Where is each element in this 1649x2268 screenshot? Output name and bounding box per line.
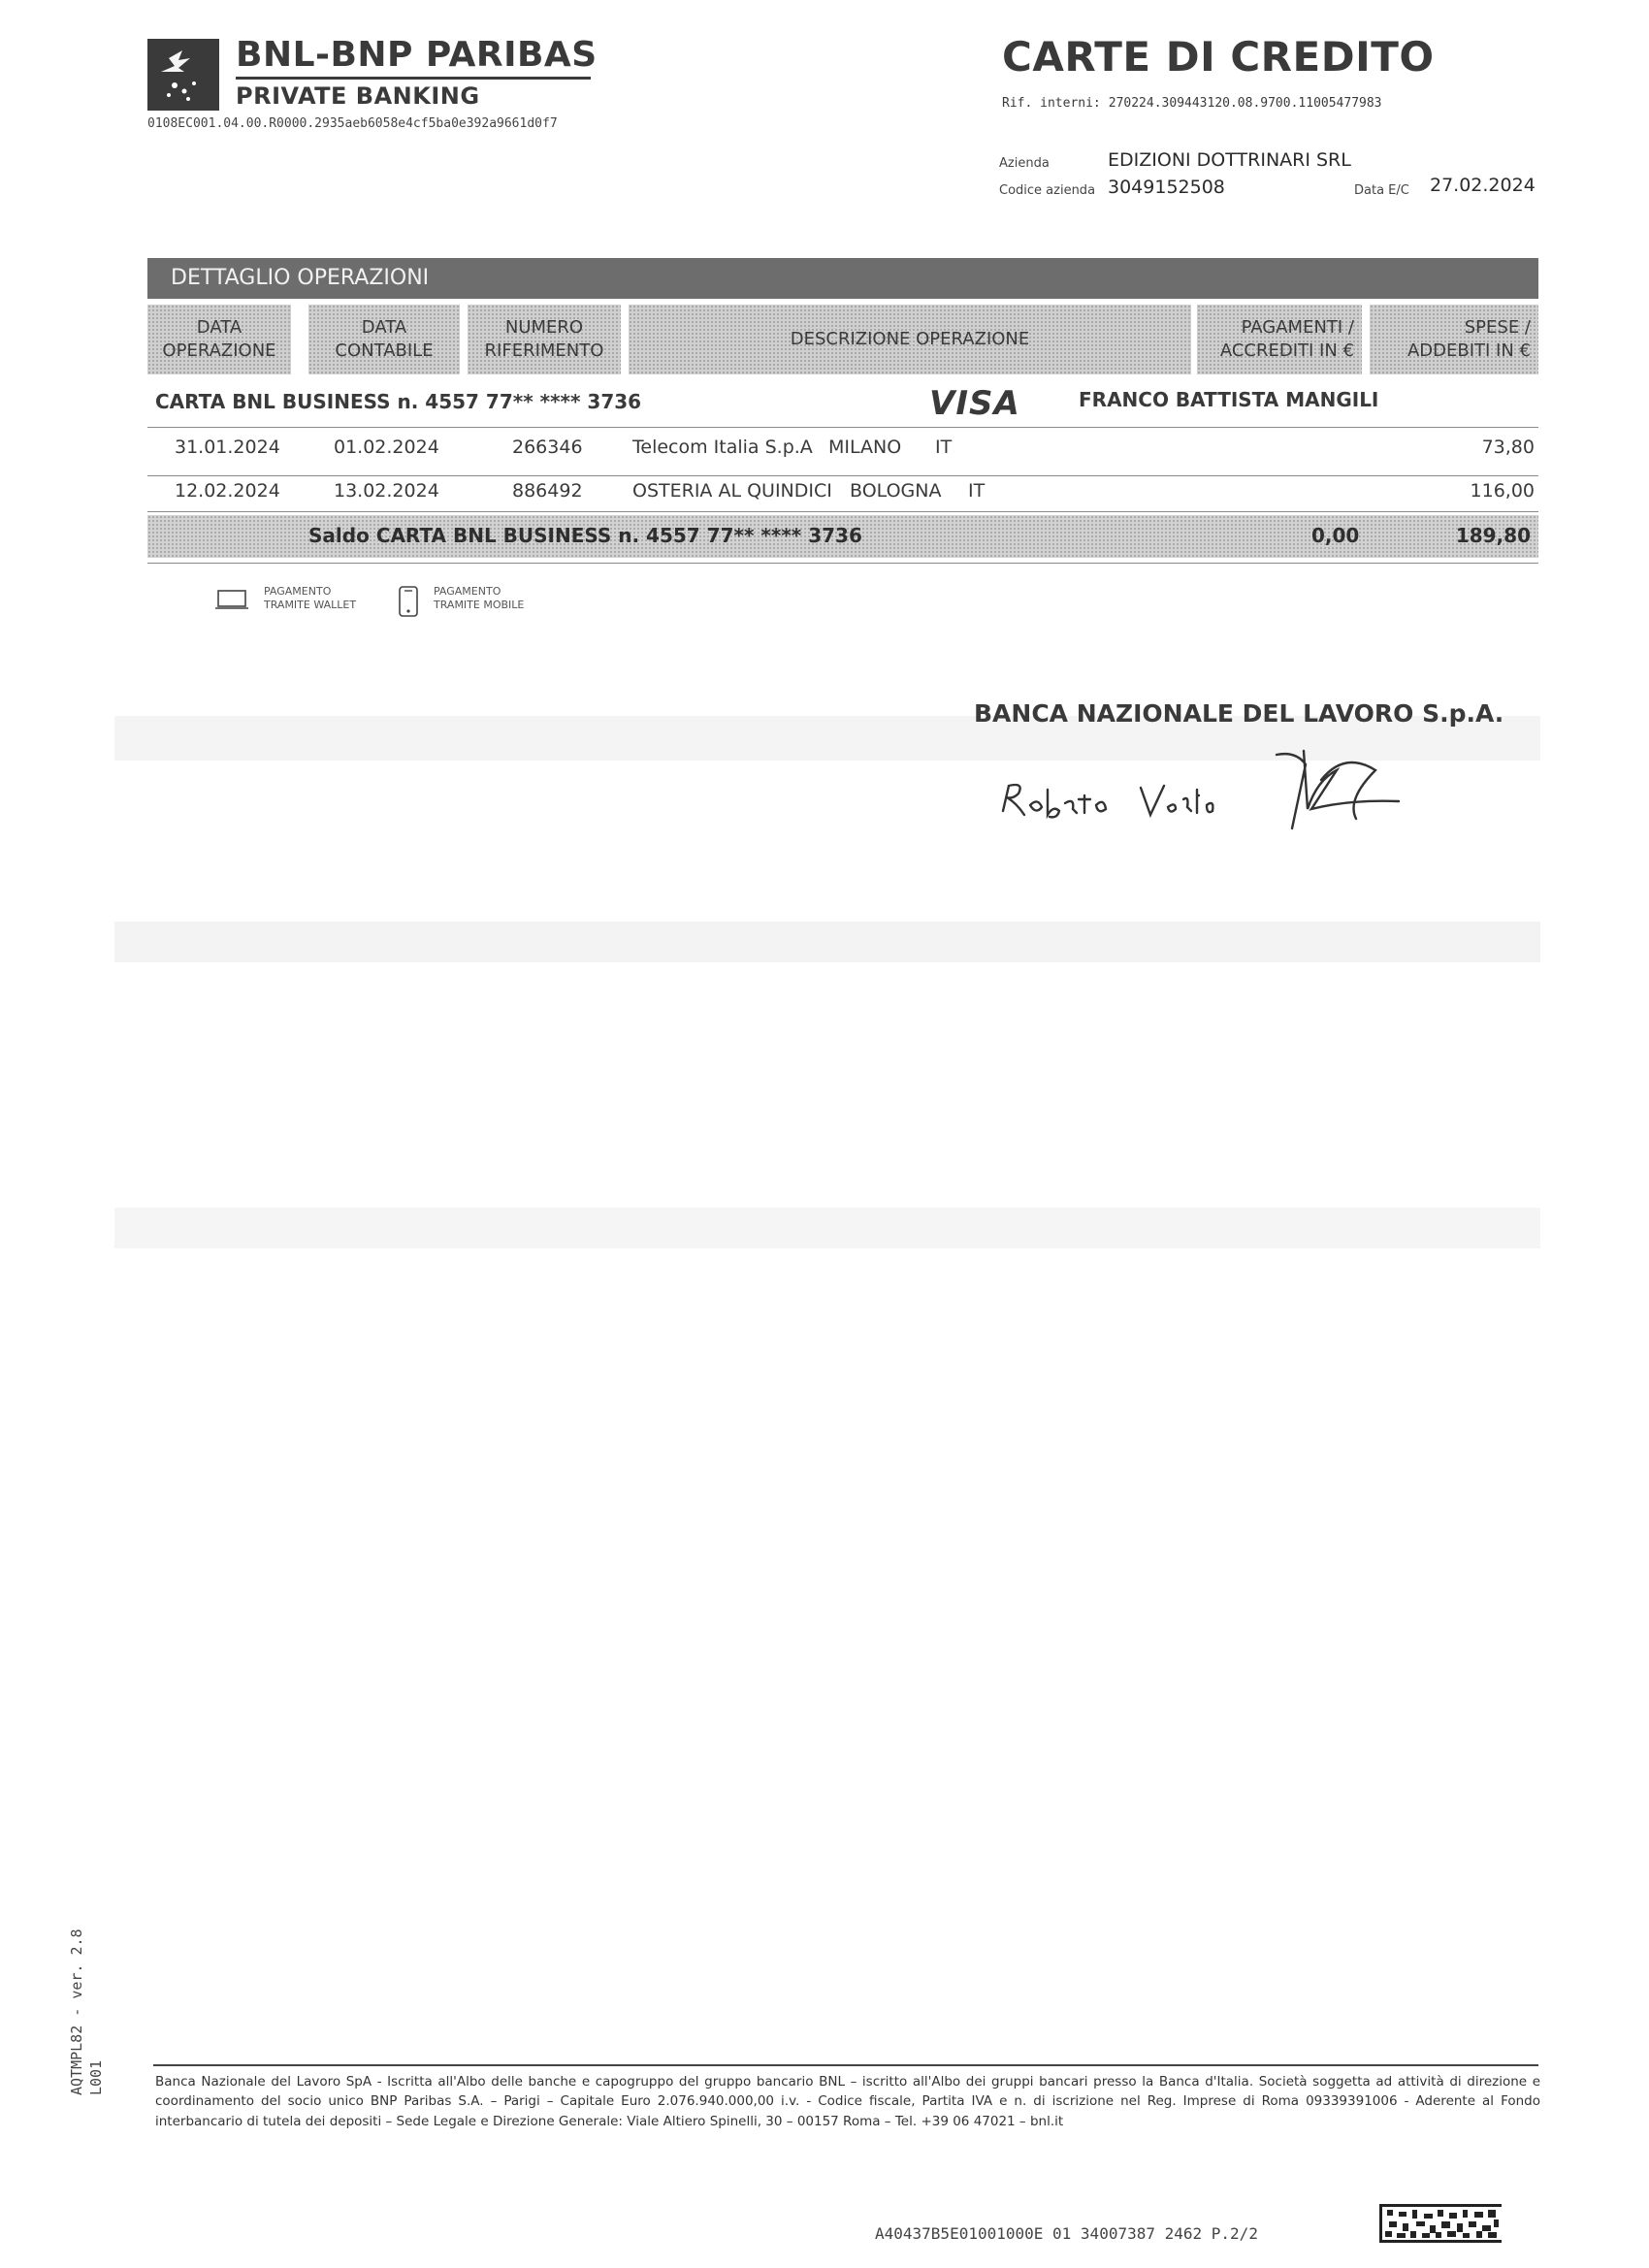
statement-date-label: Data E/C (1354, 183, 1409, 198)
op-date: 12.02.2024 (175, 480, 280, 502)
row-divider (147, 511, 1538, 512)
legend-text: PAGAMENTO (434, 585, 501, 598)
row-divider (147, 563, 1538, 564)
company-code-value: 3049152508 (1108, 177, 1225, 198)
bank-division: PRIVATE BANKING (236, 82, 480, 110)
city: BOLOGNA (850, 480, 942, 502)
mobile-icon (398, 585, 419, 622)
saldo-charges: 189,80 (1455, 524, 1531, 547)
col-header-text: OPERAZIONE (162, 340, 276, 361)
op-date: 31.01.2024 (175, 437, 280, 458)
card-holder: FRANCO BATTISTA MANGILI (1079, 388, 1379, 411)
col-header-ref-num (468, 305, 621, 374)
wallet-icon (215, 588, 248, 615)
bank-brand: BNL-BNP PARIBAS (236, 35, 598, 75)
template-version-text: L001 (86, 2059, 105, 2095)
scan-ghost-band (114, 922, 1540, 962)
col-header-text: ACCREDITI IN € (1219, 340, 1354, 361)
company-value: EDIZIONI DOTTRINARI SRL (1108, 149, 1351, 171)
document-code: 0108EC001.04.00.R0000.2935aeb6058e4cf5ba0e392a9661d0f7 (147, 116, 558, 131)
legend-text: PAGAMENTO (264, 585, 332, 598)
col-header-text: DATA (196, 316, 242, 338)
reference-value: 270224.309443120.08.9700.11005477983 (1108, 96, 1382, 111)
col-header-acc-date (308, 305, 460, 374)
legend-text: TRAMITE MOBILE (434, 599, 525, 612)
table-row (0, 437, 1649, 475)
ref-number: 886492 (512, 480, 583, 502)
col-header-description (629, 305, 1191, 374)
row-divider (147, 427, 1538, 428)
merchant: Telecom Italia S.p.A (632, 437, 813, 458)
country: IT (968, 480, 986, 502)
col-header-op-date (147, 305, 291, 374)
company-label: Azienda (999, 156, 1050, 171)
scan-ghost-band (114, 1208, 1540, 1248)
brand-underline (236, 77, 591, 80)
bank-name-signature: BANCA NAZIONALE DEL LAVORO S.p.A. (974, 699, 1504, 728)
bnp-logo-icon (147, 39, 219, 111)
statement-date-value: 27.02.2024 (1430, 175, 1536, 196)
acc-date: 01.02.2024 (334, 437, 439, 458)
col-header-text: CONTABILE (335, 340, 434, 361)
page-code: A40437B5E01001000E 01 34007387 2462 P.2/2 (875, 2224, 1258, 2243)
legend-wallet (264, 585, 356, 613)
visa-logo: VISA (929, 384, 1020, 423)
saldo-label: Saldo CARTA BNL BUSINESS n. 4557 77** **** 3736 (308, 524, 862, 547)
reference-line (1002, 96, 1382, 111)
col-header-text: NUMERO (504, 316, 584, 338)
footer-legal-text: Banca Nazionale del Lavoro SpA - Iscritta all'Albo delle banche e capogruppo del gruppo bancario BNL – iscritto all'Albo dei gruppi bancari presso la Banca d'Italia. Società soggetta ad attività di direzione e coordinamento del socio unico BNP Paribas S.A. – Parigi – Capitale Euro 2.076.940.000,00 i.v. - Codice fiscale, Partita IVA e n. di iscrizione nel Reg. Imprese di Roma 09339391006 - Aderente al Fondo interbancario di tutela dei depositi – Sede Legale e Direzione Generale: Viale Altiero Spinelli, 30 – 00157 Roma – Tel. +39 06 47021 – bnl.it (155, 2074, 1540, 2129)
template-version-text: AQTMPL82 - ver. 2.8 (68, 1928, 85, 2095)
col-header-text: DESCRIZIONE OPERAZIONE (790, 328, 1030, 349)
reference-label: Rif. interni: (1002, 96, 1101, 111)
saldo-payments: 0,00 (1311, 524, 1360, 547)
col-header-charges (1370, 305, 1538, 374)
template-version (68, 1928, 106, 2095)
merchant: OSTERIA AL QUINDICI (632, 480, 832, 502)
col-header-payments (1197, 305, 1362, 374)
row-divider (147, 475, 1538, 476)
acc-date: 13.02.2024 (334, 480, 439, 502)
col-header-text: PAGAMENTI / (1241, 316, 1354, 338)
legend-mobile (434, 585, 524, 613)
table-row (0, 480, 1649, 519)
section-title: DETTAGLIO OPERAZIONI (171, 266, 430, 290)
amount: 73,80 (1481, 437, 1535, 458)
card-number-line: CARTA BNL BUSINESS n. 4557 77** **** 3736 (155, 390, 642, 413)
col-header-text: SPESE / (1464, 316, 1531, 338)
legend-text: TRAMITE WALLET (264, 599, 357, 612)
amount: 116,00 (1470, 480, 1535, 502)
datamatrix-barcode-icon (1379, 2204, 1502, 2243)
saldo-row (147, 515, 1538, 558)
handwritten-signature (995, 735, 1432, 836)
city: MILANO (828, 437, 902, 458)
col-header-text: RIFERIMENTO (484, 340, 604, 361)
section-header-bar (147, 258, 1538, 299)
footer-divider (153, 2064, 1538, 2066)
col-header-text: DATA (361, 316, 407, 338)
country: IT (935, 437, 953, 458)
company-code-label: Codice azienda (999, 183, 1096, 198)
document-title: CARTE DI CREDITO (1002, 33, 1435, 81)
ref-number: 266346 (512, 437, 583, 458)
col-header-text: ADDEBITI IN € (1406, 340, 1531, 361)
